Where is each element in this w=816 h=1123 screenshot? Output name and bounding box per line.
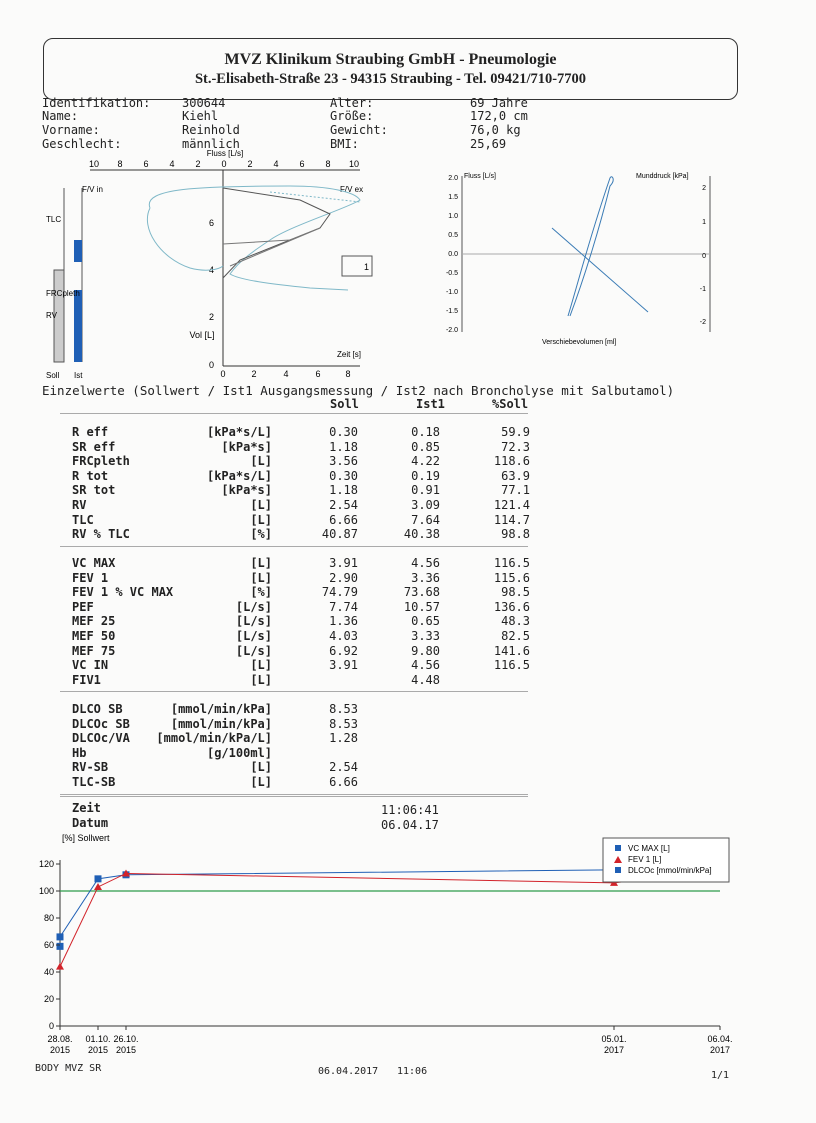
y-tick-labels xyxy=(39,859,60,1031)
patient-weight-label: Gewicht: xyxy=(330,123,388,137)
chart-ylabel: [%] Sollwert xyxy=(62,833,110,843)
param-soll: 1.28 xyxy=(329,731,358,746)
param-soll: 8.53 xyxy=(329,716,358,731)
x-tick-label: 06.04. 2017 xyxy=(707,1034,733,1055)
param-soll: 74.79 xyxy=(321,585,358,600)
param-unit: [L] xyxy=(250,775,272,789)
footer-date: 06.04.2017 xyxy=(318,1066,379,1077)
param-name: SR eff xyxy=(72,439,116,454)
flow-axis-label: Fluss [L/s] xyxy=(206,149,244,158)
y-tick-label: 40 xyxy=(43,967,54,977)
param-soll: 0.30 xyxy=(329,468,358,483)
left-tick: 0.0 xyxy=(448,251,458,258)
param-pct: 98.8 xyxy=(501,527,530,542)
patient-name-value: Kiehl xyxy=(182,109,219,123)
left-tick: -1.0 xyxy=(445,289,458,296)
date-value: 06.04.17 xyxy=(381,818,439,832)
param-ist1: 0.19 xyxy=(411,468,440,483)
param-unit: [kPa*s/L] xyxy=(206,468,272,483)
param-ist1: 4.48 xyxy=(411,672,440,687)
param-name: FEV 1 % VC MAX xyxy=(72,585,174,600)
param-unit: [mmol/min/kPa/L] xyxy=(156,731,272,746)
param-unit: [L/s] xyxy=(235,614,272,629)
param-name: VC IN xyxy=(72,658,109,673)
param-pct: 141.6 xyxy=(493,643,530,658)
param-ist1: 0.85 xyxy=(411,439,440,454)
right-tick: -2 xyxy=(699,319,706,326)
param-soll: 8.53 xyxy=(329,702,358,716)
clinic-address: St.-Elisabeth-Straße 23 - 94315 Straubing - Tel. 09421/710-7700 xyxy=(194,71,587,87)
param-soll: 3.91 xyxy=(329,658,358,673)
param-unit: [L/s] xyxy=(235,599,272,614)
bar-ist-lower xyxy=(74,290,82,362)
y-tick-label: 20 xyxy=(43,994,54,1004)
left-tick: 1.0 xyxy=(448,213,458,220)
param-ist1: 9.80 xyxy=(411,643,440,658)
legend-label: VC MAX [L] xyxy=(628,844,670,853)
param-soll: 4.03 xyxy=(329,629,358,643)
param-soll: 6.66 xyxy=(329,512,358,527)
fv-legend xyxy=(342,256,372,276)
flow-tick: 4 xyxy=(273,159,279,169)
legend-marker xyxy=(615,867,621,873)
param-unit: [mmol/min/kPa] xyxy=(170,716,272,731)
param-ist1: 0.18 xyxy=(411,425,440,439)
series-point xyxy=(56,963,64,970)
param-pct: 82.5 xyxy=(501,629,530,643)
param-name: RV-SB xyxy=(72,760,109,775)
vol-tick: 0 xyxy=(208,360,214,370)
left-tick: -0.5 xyxy=(445,270,458,277)
param-ist1: 0.65 xyxy=(411,614,440,629)
patient-firstname-label: Vorname: xyxy=(42,123,100,137)
report-header xyxy=(43,38,738,100)
footer-left: BODY MVZ SR xyxy=(35,1063,102,1074)
x-tick-label: 01.10. 2015 xyxy=(85,1034,111,1055)
param-name: FIV1 xyxy=(72,672,101,687)
param-soll: 1.36 xyxy=(329,614,358,629)
time-label: Zeit xyxy=(72,801,101,815)
param-name: R eff xyxy=(72,425,109,439)
legend-marker xyxy=(615,845,621,851)
param-name: MEF 50 xyxy=(72,629,116,643)
param-soll: 2.54 xyxy=(329,498,358,512)
patient-firstname-value: Reinhold xyxy=(182,123,240,137)
divider xyxy=(60,413,528,414)
param-name: PEF xyxy=(72,599,94,614)
y-tick-label: 60 xyxy=(43,940,54,950)
legend-label: DLCOc [mmol/min/kPa] xyxy=(628,866,712,875)
param-pct: 98.5 xyxy=(501,585,530,600)
x-tick-label: 26.10. 2015 xyxy=(113,1034,139,1055)
param-soll: 6.92 xyxy=(329,643,358,658)
fv-curves xyxy=(147,186,360,290)
param-unit: [%] xyxy=(250,527,272,542)
flow-tick: 10 xyxy=(88,159,100,169)
param-ist1: 4.56 xyxy=(411,556,440,570)
fv-in-label: F/V in xyxy=(82,185,103,194)
flow-label: Fluss [L/s] xyxy=(464,173,496,180)
param-pct: 115.6 xyxy=(493,570,530,585)
resistance-loop-plot xyxy=(440,166,730,356)
param-pct: 72.3 xyxy=(501,439,530,454)
param-name: RV xyxy=(72,498,87,512)
flow-tick: 2 xyxy=(247,159,253,169)
right-tick: 0 xyxy=(702,253,706,260)
x-tick-label: 05.01. 2017 xyxy=(601,1034,627,1055)
param-name: VC MAX xyxy=(72,556,116,570)
param-ist1: 73.68 xyxy=(403,585,440,600)
param-unit: [L] xyxy=(250,658,272,673)
patient-bmi-value: 25,69 xyxy=(470,137,507,151)
param-name: FRCpleth xyxy=(72,454,130,469)
footer-page: 1/1 xyxy=(711,1070,730,1081)
patient-bmi-label: BMI: xyxy=(330,137,359,151)
series-line xyxy=(60,870,720,967)
param-unit: [L] xyxy=(250,454,272,469)
left-tick: 1.5 xyxy=(448,194,458,201)
param-pct: 77.1 xyxy=(501,483,530,498)
results-title: Einzelwerte (Sollwert / Ist1 Ausgangsmessung / Ist2 nach Broncholyse mit Salbutamol) xyxy=(42,383,675,398)
flow-tick: 2 xyxy=(195,159,201,169)
param-pct: 116.5 xyxy=(493,658,530,673)
patient-sex-label: Geschlecht: xyxy=(42,137,122,151)
pressure-loop xyxy=(552,228,648,312)
param-soll: 7.74 xyxy=(329,599,358,614)
flow-tick: 6 xyxy=(299,159,305,169)
param-unit: [L] xyxy=(250,672,272,687)
y-tick-label: 100 xyxy=(38,886,54,896)
patient-sex-value: männlich xyxy=(182,137,240,151)
param-name: MEF 25 xyxy=(72,614,116,629)
flow-tick: 8 xyxy=(325,159,331,169)
param-ist1: 4.22 xyxy=(411,454,440,469)
param-pct: 121.4 xyxy=(493,498,530,512)
vol-axis xyxy=(189,170,364,379)
left-tick: 0.5 xyxy=(448,232,458,239)
resistance-loop xyxy=(568,177,613,316)
param-soll: 0.30 xyxy=(329,425,358,439)
param-name: TLC xyxy=(72,512,94,527)
param-pct: 118.6 xyxy=(493,454,530,469)
time-tick: 4 xyxy=(283,369,289,379)
time-tick: 2 xyxy=(251,369,257,379)
param-pct: 116.5 xyxy=(493,556,530,570)
bar-label-ist: Ist xyxy=(74,371,83,380)
param-name: MEF 75 xyxy=(72,643,116,658)
param-unit: [kPa*s/L] xyxy=(206,425,272,439)
param-ist1: 7.64 xyxy=(411,512,440,527)
param-pct: 114.7 xyxy=(493,512,530,527)
flow-tick: 6 xyxy=(143,159,149,169)
y-tick-label: 0 xyxy=(48,1021,54,1031)
vol-tick: 2 xyxy=(208,312,214,322)
param-soll: 1.18 xyxy=(329,439,358,454)
right-tick: 1 xyxy=(702,219,706,226)
param-name: DLCOc SB xyxy=(72,716,130,731)
param-ist1: 3.09 xyxy=(411,498,440,512)
param-name: FEV 1 xyxy=(72,570,109,585)
displacement-label: Verschiebevolumen [ml] xyxy=(542,339,617,346)
flow-tick: 10 xyxy=(348,159,360,169)
param-soll: 1.18 xyxy=(329,483,358,498)
right-tick: 2 xyxy=(702,185,706,192)
param-name: SR tot xyxy=(72,483,116,498)
patient-name-label: Name: xyxy=(42,109,79,123)
legend-label: FEV 1 [L] xyxy=(628,855,662,864)
patient-weight-value: 76,0 kg xyxy=(470,123,521,137)
y-tick-label: 120 xyxy=(38,859,54,869)
bar-label-frc: FRCpleth xyxy=(46,289,80,298)
patient-height-value: 172,0 cm xyxy=(470,109,528,123)
col-header-ist1: Ist1 xyxy=(416,397,445,411)
patient-age-label: Alter: xyxy=(330,96,374,110)
series-point xyxy=(57,943,64,950)
param-unit: [L] xyxy=(250,570,272,585)
time-value: 11:06:41 xyxy=(381,803,439,817)
param-unit: [L] xyxy=(250,512,272,527)
bar-ist-upper xyxy=(74,240,82,262)
series-point xyxy=(95,875,102,882)
flow-tick: 0 xyxy=(221,159,227,169)
param-ist1: 0.91 xyxy=(411,483,440,498)
fv-ex-label: F/V ex xyxy=(340,185,364,194)
vol-tick: 6 xyxy=(208,218,214,228)
param-unit: [L] xyxy=(250,556,272,570)
right-tick: -1 xyxy=(699,286,706,293)
divider xyxy=(60,796,528,797)
param-pct: 48.3 xyxy=(501,614,530,629)
bar-label-tlc: TLC xyxy=(46,215,62,224)
chart-axes xyxy=(60,860,720,1026)
series-point xyxy=(57,933,64,940)
flow-volume-plot xyxy=(30,148,390,380)
y-tick-label: 80 xyxy=(43,913,54,923)
flow-axis xyxy=(89,149,360,170)
param-soll: 6.66 xyxy=(329,775,358,789)
param-ist1: 3.33 xyxy=(411,629,440,643)
divider xyxy=(60,691,528,692)
param-soll: 3.56 xyxy=(329,454,358,469)
trend-chart xyxy=(20,830,750,1060)
clinic-title: MVZ Klinikum Straubing GmbH - Pneumologie xyxy=(224,51,557,68)
flow-tick: 8 xyxy=(117,159,123,169)
footer-time: 11:06 xyxy=(397,1066,428,1077)
col-header-pct: %Soll xyxy=(492,397,529,411)
vol-axis-label: Vol [L] xyxy=(189,330,215,340)
param-name: TLC-SB xyxy=(72,775,116,789)
fv-legend-label: 1 xyxy=(364,262,370,272)
col-header-soll: Soll xyxy=(330,397,359,411)
x-tick-label: 28.08. 2015 xyxy=(47,1034,73,1055)
param-soll: 2.90 xyxy=(329,570,358,585)
param-pct: 59.9 xyxy=(501,425,530,439)
divider xyxy=(60,794,528,795)
left-tick: -1.5 xyxy=(445,308,458,315)
param-pct: 63.9 xyxy=(501,468,530,483)
param-unit: [g/100ml] xyxy=(206,745,272,760)
chart-legend xyxy=(603,838,729,882)
param-ist1: 3.36 xyxy=(411,570,440,585)
time-tick: 0 xyxy=(220,369,226,379)
param-name: R tot xyxy=(72,468,109,483)
x-tick-labels xyxy=(47,1026,732,1055)
patient-id-value: 300644 xyxy=(182,96,226,110)
param-unit: [L/s] xyxy=(235,643,272,658)
left-tick: 2.0 xyxy=(448,175,458,182)
param-unit: [L] xyxy=(250,498,272,512)
time-axis-label: Zeit [s] xyxy=(337,350,362,359)
patient-id-label: Identifikation: xyxy=(42,96,151,110)
param-name: Hb xyxy=(72,745,87,760)
left-tick: -2.0 xyxy=(445,327,458,334)
divider xyxy=(60,546,528,547)
param-unit: [mmol/min/kPa] xyxy=(170,702,272,716)
param-unit: [%] xyxy=(250,585,272,600)
param-ist1: 10.57 xyxy=(403,599,440,614)
param-unit: [L/s] xyxy=(235,629,272,643)
bar-label-soll: Soll xyxy=(46,371,60,380)
time-tick: 8 xyxy=(345,369,351,379)
param-soll: 3.91 xyxy=(329,556,358,570)
patient-height-label: Größe: xyxy=(330,109,374,123)
flow-tick: 4 xyxy=(169,159,175,169)
pressure-label: Munddruck [kPa] xyxy=(636,173,689,180)
param-soll: 40.87 xyxy=(321,527,358,542)
param-ist1: 4.56 xyxy=(411,658,440,673)
param-unit: [kPa*s] xyxy=(221,483,272,498)
param-name: DLCO SB xyxy=(72,702,123,716)
date-label: Datum xyxy=(72,816,109,830)
volume-bars xyxy=(46,188,83,380)
time-tick: 6 xyxy=(315,369,321,379)
param-name: RV % TLC xyxy=(72,527,130,542)
param-soll: 2.54 xyxy=(329,760,358,775)
param-unit: [kPa*s] xyxy=(221,439,272,454)
param-name: DLCOc/VA xyxy=(72,731,130,746)
patient-age-value: 69 Jahre xyxy=(470,96,528,110)
bar-label-rv: RV xyxy=(46,311,57,320)
param-pct: 136.6 xyxy=(493,599,530,614)
param-ist1: 40.38 xyxy=(403,527,440,542)
param-unit: [L] xyxy=(250,760,272,775)
vol-tick: 4 xyxy=(208,265,214,275)
